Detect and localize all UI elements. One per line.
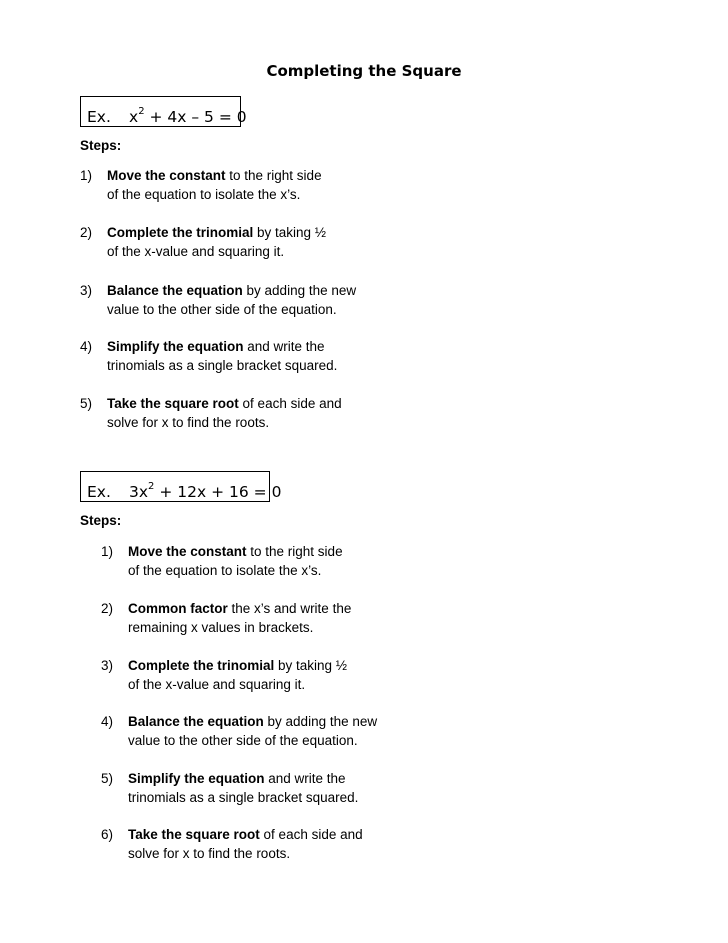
- example-1-equation-exponent: 2: [138, 106, 145, 117]
- example-1-step-5: [80, 394, 342, 432]
- example-2-label: Ex.: [87, 483, 111, 502]
- step-bold-text: Balance the equation: [107, 283, 243, 298]
- step-text-line2: trinomials as a single bracket squared.: [128, 790, 359, 805]
- page-title: Completing the Square: [266, 62, 462, 80]
- step-text-line2: of the equation to isolate the x’s.: [128, 563, 322, 578]
- step-text: by taking ½: [274, 658, 348, 673]
- step-bold-text: Simplify the equation: [128, 771, 265, 786]
- example-2-steps-label: Steps:: [80, 513, 122, 528]
- step-text: by adding the new: [242, 283, 357, 298]
- example-1-equation-rest: + 4x – 5 = 0: [144, 108, 247, 127]
- step-number: 3): [101, 658, 114, 673]
- step-bold-text: Move the constant: [107, 168, 226, 183]
- step-text-line2: solve for x to find the roots.: [128, 846, 291, 861]
- step-text-line2: solve for x to find the roots.: [107, 415, 270, 430]
- step-bold-text: Move the constant: [128, 544, 247, 559]
- example-2-step-2: [101, 599, 351, 637]
- step-number: 5): [101, 771, 114, 786]
- step-number: 5): [80, 396, 93, 411]
- example-2-equation-exponent: 2: [148, 481, 155, 492]
- step-bold-text: Take the square root: [107, 396, 239, 411]
- step-number: 2): [80, 225, 93, 240]
- step-bold-text: Balance the equation: [128, 714, 264, 729]
- example-2-equation-rest: + 12x + 16 = 0: [154, 483, 282, 502]
- step-bold-text: Complete the trinomial: [128, 658, 275, 673]
- step-text-line2: of the x-value and squaring it.: [107, 244, 285, 259]
- step-text: the x’s and write the: [227, 601, 352, 616]
- example-2-equation-box: [80, 471, 282, 502]
- step-number: 3): [80, 283, 93, 298]
- step-text: of each side and: [259, 827, 363, 842]
- example-2-step-3: [101, 656, 347, 694]
- example-1-step-2: [80, 223, 326, 261]
- step-bold-text: Common factor: [128, 601, 228, 616]
- example-1-label: Ex.: [87, 108, 111, 127]
- step-number: 1): [80, 168, 93, 183]
- step-text: by adding the new: [263, 714, 378, 729]
- example-1-step-1: [80, 166, 322, 204]
- step-text: of each side and: [238, 396, 342, 411]
- step-text-line2: of the x-value and squaring it.: [128, 677, 306, 692]
- step-number: 6): [101, 827, 114, 842]
- step-text-line2: remaining x values in brackets.: [128, 620, 314, 635]
- step-text-line2: value to the other side of the equation.: [128, 733, 358, 748]
- example-2-step-6: [101, 825, 363, 863]
- step-number: 1): [101, 544, 114, 559]
- step-bold-text: Complete the trinomial: [107, 225, 254, 240]
- example-2-equation-base: 3x: [129, 483, 149, 502]
- example-1-step-4: [80, 337, 337, 375]
- step-number: 4): [101, 714, 114, 729]
- example-2-step-4: [101, 712, 377, 750]
- step-text: by taking ½: [253, 225, 327, 240]
- step-text: to the right side: [225, 168, 322, 183]
- step-number: 2): [101, 601, 114, 616]
- example-1-steps-label: Steps:: [80, 138, 122, 153]
- step-text-line2: value to the other side of the equation.: [107, 302, 337, 317]
- step-text-line2: of the equation to isolate the x’s.: [107, 187, 301, 202]
- step-text: and write the: [264, 771, 346, 786]
- example-1-step-3: [80, 281, 356, 319]
- step-text: to the right side: [246, 544, 343, 559]
- step-bold-text: Simplify the equation: [107, 339, 244, 354]
- example-2-step-5: [101, 769, 358, 807]
- example-1-equation-box: [80, 96, 247, 127]
- example-1-equation-base: x: [129, 108, 139, 127]
- step-number: 4): [80, 339, 93, 354]
- step-text-line2: trinomials as a single bracket squared.: [107, 358, 338, 373]
- example-2-step-1: [101, 542, 343, 580]
- step-text: and write the: [243, 339, 325, 354]
- step-bold-text: Take the square root: [128, 827, 260, 842]
